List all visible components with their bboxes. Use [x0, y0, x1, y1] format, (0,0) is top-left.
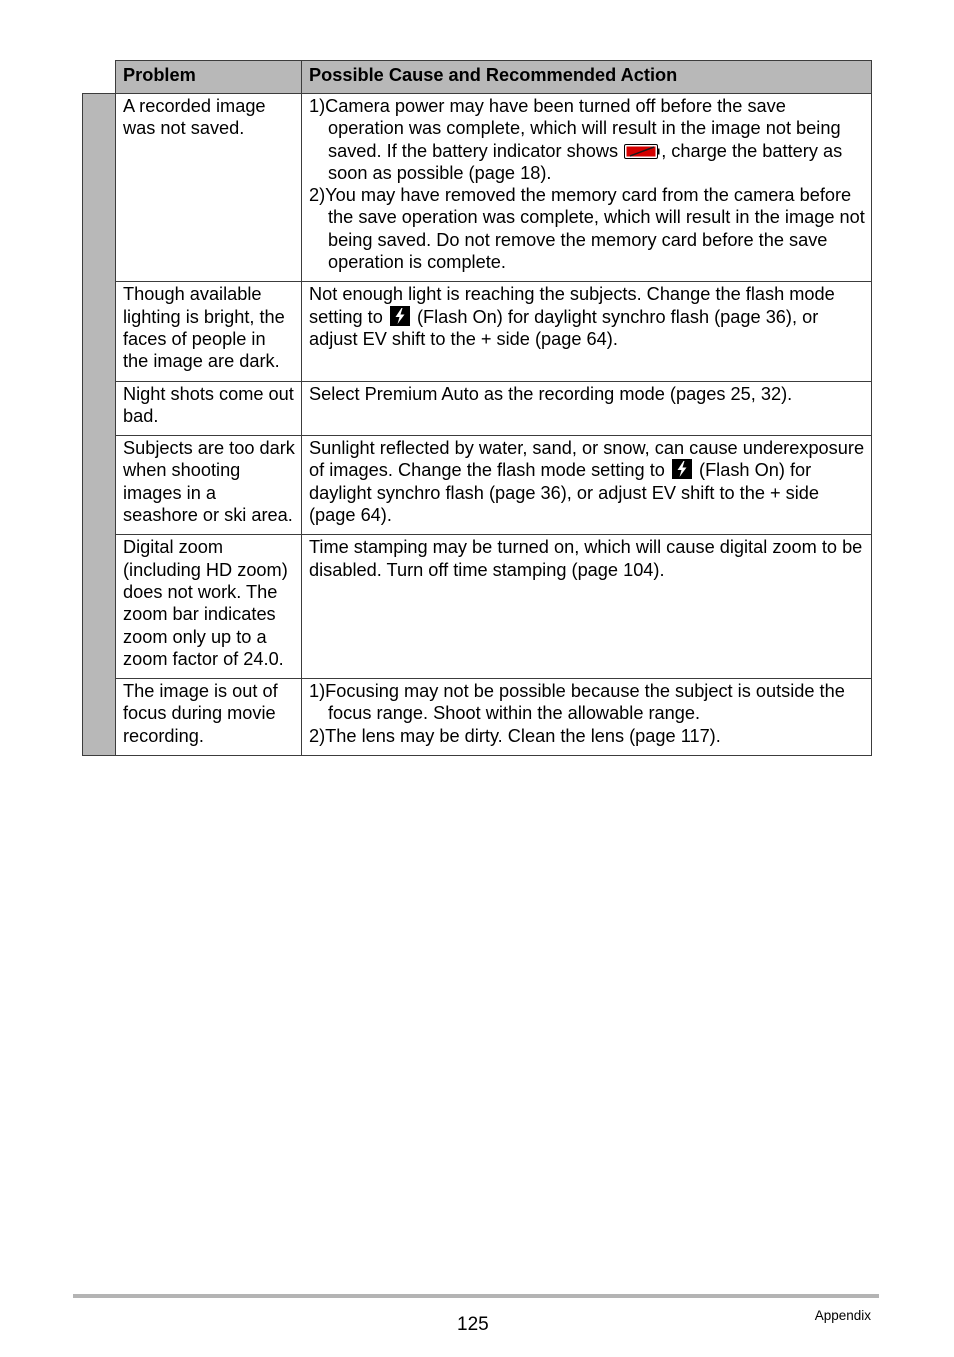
- action-text: 2)The lens may be dirty. Clean the lens (page 117).: [309, 725, 721, 746]
- problem-cell: A recorded image was not saved.: [116, 94, 302, 282]
- action-cell: [302, 679, 872, 756]
- page-number: 125: [457, 1314, 489, 1335]
- action-text: Not enough light is reaching the subjects. Change the flash mode setting to: [309, 284, 835, 327]
- footer-rule: [73, 1294, 879, 1298]
- action-text: Time stamping may be turned on, which will cause digital zoom to be disabled. Turn off time stamping (page 104).: [309, 537, 863, 580]
- table-row: [83, 535, 872, 679]
- action-cell: [302, 94, 872, 282]
- action-item: [309, 95, 865, 184]
- action-text: 1)Focusing may not be possible because the subject is outside the focus range. Shoot within the allowable range.: [309, 681, 845, 724]
- section-name: Appendix: [814, 1308, 871, 1323]
- problem-cell: Digital zoom (including HD zoom) does not work. The zoom bar indicates zoom only up to a zoom factor of 24.0.: [116, 535, 302, 679]
- action-cell: [302, 436, 872, 535]
- action-text: Sunlight reflected by water, sand, or snow, can cause underexposure of images. Change the flash mode setting to: [309, 438, 865, 481]
- action-item: [309, 725, 865, 747]
- action-text-after: (Flash On) for daylight synchro flash (page 36), or adjust EV shift to the + side (page 64).: [309, 460, 820, 526]
- action-cell: [302, 282, 872, 381]
- problem-cell: Though available lighting is bright, the faces of people in the image are dark.: [116, 282, 302, 381]
- table-row: [83, 282, 872, 381]
- action-item: [309, 184, 865, 273]
- header-spacer: [83, 61, 116, 94]
- table-row: [83, 436, 872, 535]
- table-row: [83, 679, 872, 756]
- table-row: [83, 94, 872, 282]
- problem-cell: The image is out of focus during movie recording.: [116, 679, 302, 756]
- action-text: 2)You may have removed the memory card from the camera before the save operation was complete, which will result in the image not being saved. Do not remove the memory card before the save operation is complete.: [309, 185, 865, 273]
- table-row: [83, 381, 872, 436]
- problem-cell: Night shots come out bad.: [116, 381, 302, 436]
- action-text: 1)Camera power may have been turned off before the save operation was complete, which will result in the image not being saved. If the battery indicator shows: [309, 96, 841, 161]
- flash-on-icon: [672, 459, 692, 479]
- action-cell: [302, 381, 872, 436]
- flash-on-icon: [390, 306, 410, 326]
- header-problem: Problem: [116, 61, 302, 94]
- action-text: Select Premium Auto as the recording mode (pages 25, 32).: [309, 383, 793, 404]
- action-text-after: , charge the battery as soon as possible (page 18).: [328, 140, 843, 183]
- problem-cell: Subjects are too dark when shooting images in a seashore or ski area.: [116, 436, 302, 535]
- table-header-row: [83, 61, 872, 94]
- action-item: [309, 680, 865, 725]
- battery-empty-icon: [624, 143, 660, 160]
- side-bar: [83, 94, 116, 756]
- troubleshooting-table: [82, 60, 872, 756]
- action-text-after: (Flash On) for daylight synchro flash (page 36), or adjust EV shift to the + side (page 64).: [309, 306, 819, 349]
- header-action: Possible Cause and Recommended Action: [302, 61, 872, 94]
- action-cell: [302, 535, 872, 679]
